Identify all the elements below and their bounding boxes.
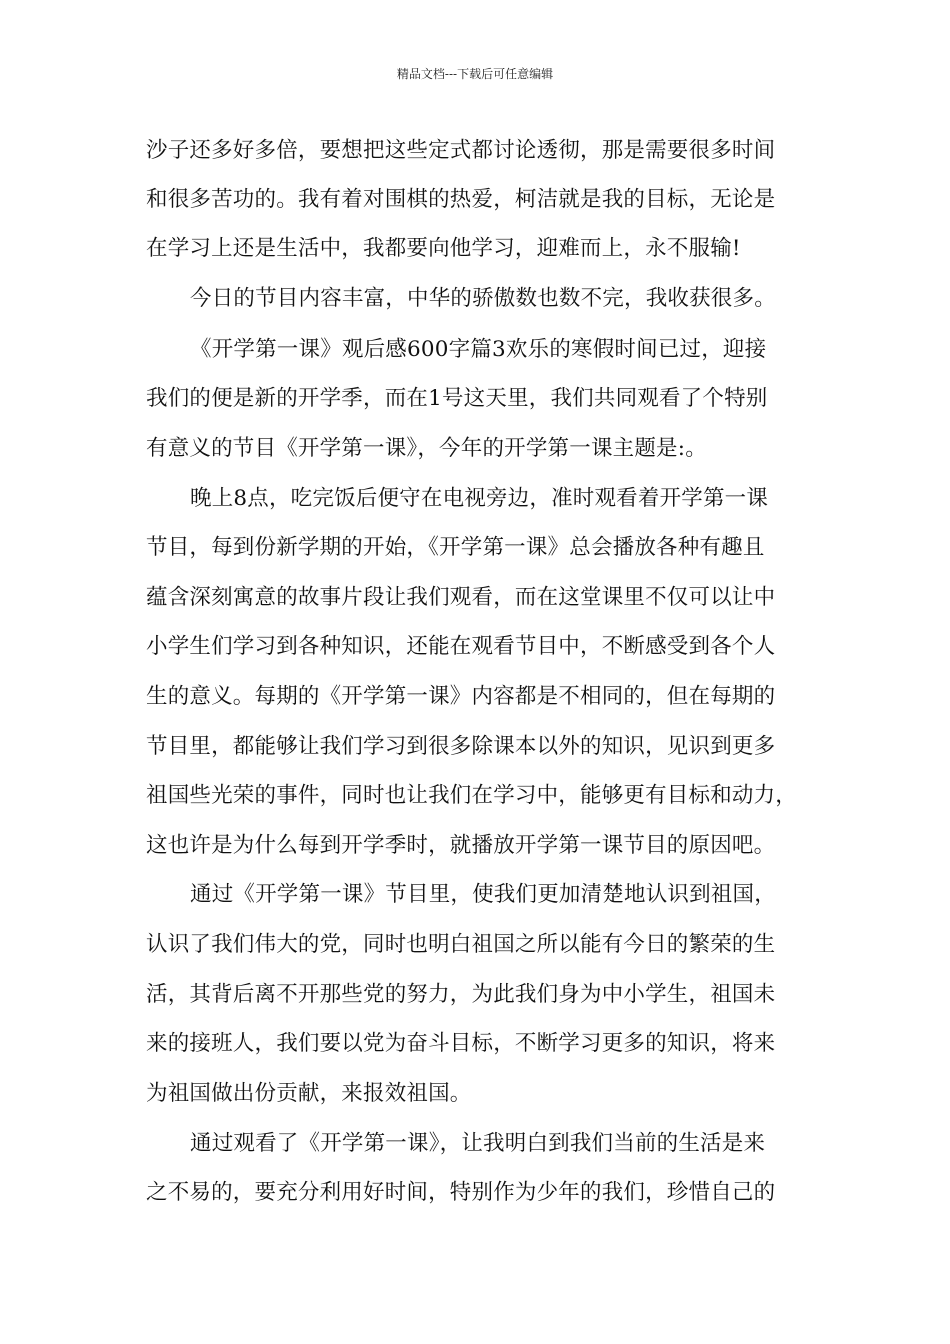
text-line: 活，其背后离不开那些党的努力，为此我们身为中小学生，祖国未 — [146, 982, 776, 1007]
text-line: 这也许是为什么每到开学季时，就播放开学第一课节目的原因吧。 — [146, 833, 776, 858]
text-line: 来的接班人，我们要以党为奋斗目标，不断学习更多的知识，将来 — [146, 1031, 776, 1056]
text-line: 节目里，都能够让我们学习到很多除课本以外的知识，见识到更多 — [146, 734, 776, 759]
text-line: 和很多苦功的。我有着对围棋的热爱，柯洁就是我的目标，无论是 — [146, 187, 776, 212]
text-line: 小学生们学习到各种知识，还能在观看节目中，不断感受到各个人 — [146, 634, 776, 659]
text-line: 沙子还多好多倍，要想把这些定式都讨论透彻，那是需要很多时间 — [146, 138, 776, 163]
text-line: 在学习上还是生活中，我都要向他学习，迎难而上，永不服输! — [146, 236, 741, 261]
text-line: 祖国些光荣的事件，同时也让我们在学习中，能够更有目标和动力， — [146, 783, 798, 808]
paragraph-first-line: 通过《开学第一课》节目里，使我们更加清楚地认识到祖国， — [190, 882, 776, 907]
paragraph-first-line: 《开学第一课》观后感600字篇3欢乐的寒假时间已过，迎接 — [190, 337, 767, 362]
page-header: 精品文档---下载后可任意编辑 — [396, 67, 554, 81]
text-line: 有意义的节目《开学第一课》，今年的开学第一课主题是:。 — [146, 436, 707, 461]
text-line: 为祖国做出份贡献，来报效祖国。 — [146, 1081, 472, 1106]
text-line: 节目，每到份新学期的开始，《开学第一课》总会播放各种有趣且 — [146, 535, 765, 560]
text-line: 蕴含深刻寓意的故事片段让我们观看，而在这堂课里不仅可以让中 — [146, 585, 776, 610]
text-line: 生的意义。每期的《开学第一课》内容都是不相同的，但在每期的 — [146, 684, 776, 709]
paragraph-first-line: 今日的节目内容丰富，中华的骄傲数也数不完，我收获很多。 — [190, 286, 776, 311]
paragraph-first-line: 晚上8点，吃完饭后便守在电视旁边，准时观看着开学第一课 — [190, 486, 769, 511]
text-line: 之不易的，要充分利用好时间，特别作为少年的我们，珍惜自己的 — [146, 1180, 776, 1205]
text-line: 认识了我们伟大的党，同时也明白祖国之所以能有今日的繁荣的生 — [146, 932, 776, 957]
paragraph-first-line: 通过观看了《开学第一课》，让我明白到我们当前的生活是来 — [190, 1131, 766, 1156]
text-line: 我们的便是新的开学季，而在1号这天里，我们共同观看了个特别 — [146, 386, 768, 411]
